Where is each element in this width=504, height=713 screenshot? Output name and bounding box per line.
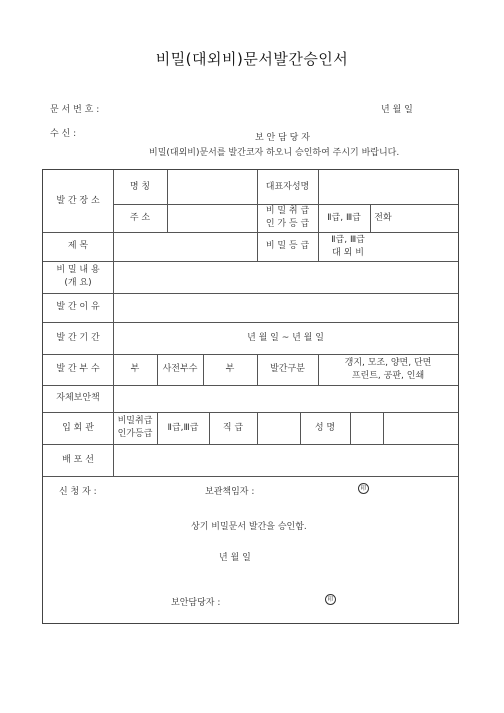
pub-type-value-line1: 갱지, 모조, 양면, 단면 [344, 357, 432, 368]
secrecy-grade-label: 비 밀 등 급 [265, 241, 310, 251]
clearance-label [257, 204, 318, 232]
rep-name-label: 대표자성명 [265, 181, 310, 192]
approval-text: 상기 비밀문서 발간을 승인함. [191, 522, 307, 532]
approval-form-table [42, 169, 459, 624]
clearance-label-line2: 인 가 등 급 [265, 219, 310, 229]
att-clearance-label [113, 412, 157, 444]
attendant-label: 입 회 관 [62, 422, 94, 433]
pre-copies-unit: 부 [225, 364, 235, 374]
secrecy-grade-value-line2: 대 외 비 [332, 247, 364, 258]
request-text: 비밀(대외비)문서를 발간코자 하오니 승인하여 주시기 바랍니다. [149, 148, 400, 158]
page-title: 비밀(대외비)문서발간승인서 [155, 50, 349, 68]
period-label: 발 간 기 간 [56, 332, 100, 343]
distribution-label: 배 포 선 [62, 454, 94, 465]
approval-date: 년 월 일 [219, 553, 251, 563]
officer-seal-icon: 印 [325, 594, 336, 605]
recipient-label: 수 신 : [50, 129, 77, 139]
clearance-value: Ⅱ급, Ⅲ급 [327, 212, 361, 223]
publisher-label: 발 간 장 소 [56, 195, 100, 206]
custodian-label: 보관책임자 : [205, 487, 255, 497]
content-label [43, 261, 113, 293]
att-clearance-value: Ⅱ급,Ⅲ급 [167, 422, 199, 433]
doc-number-label: 문 서 번 호 : [50, 105, 100, 115]
pub-type-value [318, 354, 458, 385]
copies-unit: 부 [130, 364, 140, 374]
header-date: 년 월 일 [381, 105, 413, 115]
pub-type-value-line2: 프린트, 공판, 인쇄 [351, 370, 425, 381]
reason-label: 발 간 이 유 [56, 302, 100, 312]
applicant-label: 신 청 자 : [59, 487, 97, 497]
clearance-label-line1: 비 밀 취 급 [265, 206, 310, 216]
subject-label: 제 목 [67, 241, 89, 251]
content-label-line2: (개 요) [64, 278, 92, 288]
secrecy-grade-value-line1: Ⅱ급, Ⅲ급 [331, 234, 365, 245]
content-label-line1: 비 밀 내 용 [56, 265, 100, 275]
att-clearance-label-line1: 비밀취급 [117, 416, 153, 426]
pub-type-label: 발간구분 [270, 364, 305, 374]
phone-label: 전화 [374, 212, 392, 223]
pre-copies-label: 사전부수 [162, 364, 198, 374]
address-label: 주 소 [129, 212, 151, 223]
security-officer-label: 보 안 담 당 자 [255, 133, 310, 143]
position-label: 직 급 [222, 422, 244, 433]
self-security-label: 자체보안책 [56, 393, 100, 403]
copies-label: 발 간 부 수 [56, 364, 100, 374]
name2-label: 성 명 [314, 422, 336, 433]
custodian-seal-icon: 印 [358, 483, 369, 494]
att-clearance-label-line2: 인가등급 [117, 429, 153, 439]
officer-label: 보안담당자 : [171, 598, 221, 608]
secrecy-grade-value [318, 232, 378, 261]
period-value: 년 월 일 ~ 년 월 일 [247, 332, 324, 343]
name-label: 명 칭 [129, 181, 151, 192]
